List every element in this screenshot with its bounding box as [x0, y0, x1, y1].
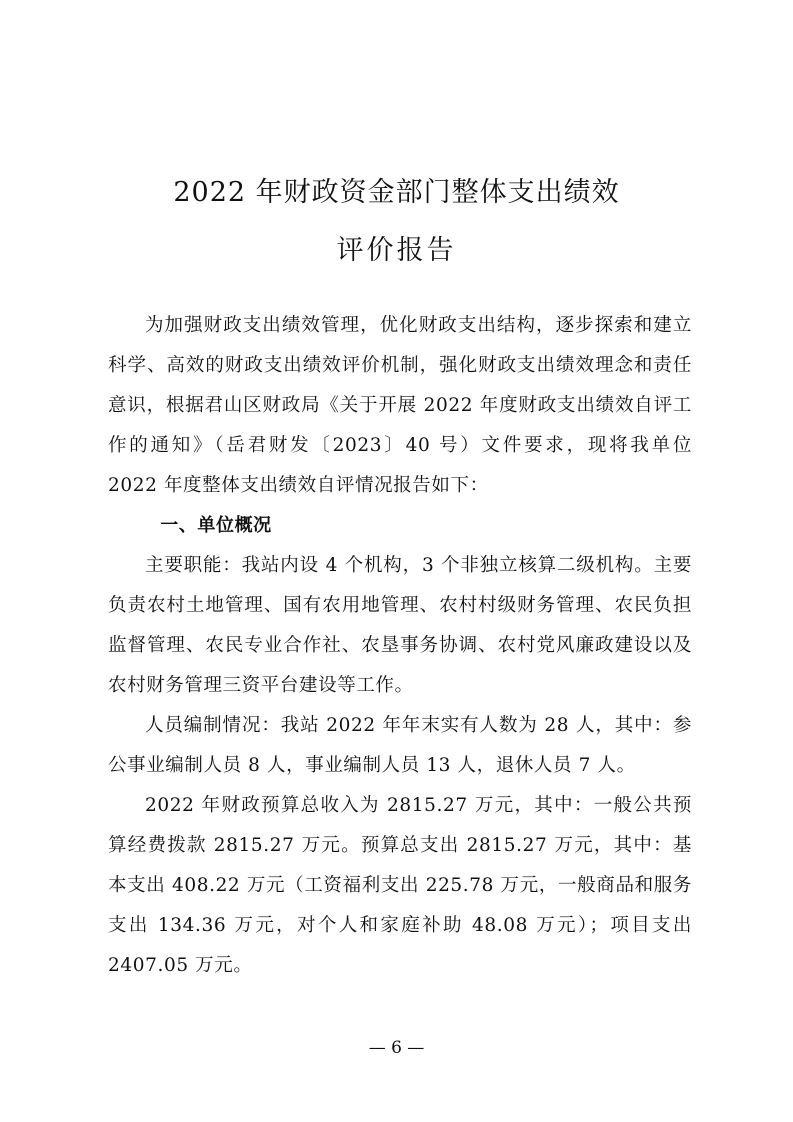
report-body [108, 306, 692, 986]
main-functions-paragraph: 主要职能：我站内设 4 个机构，3 个非独立核算二级机构。主要负责农村土地管理、国有农用地管理、农村村级财务管理、农民负担监督管理、农民专业合作社、农垦事务协调、农村党风廉政建设以及农村财务管理三资平台建设等工作。 [108, 555, 692, 696]
budget-paragraph: 2022 年财政预算总收入为 2815.27 万元，其中：一般公共预算经费拨款 2815.27 万元。预算总支出 2815.27 万元，其中：基本支出 408.22 万元（工资福利支出 225.78 万元，一般商品和服务支出 134.36 万元，对个人和家庭补助 48.08 万元）；项目支出 2407.05 万元。 [108, 795, 692, 976]
intro-paragraph: 为加强财政支出绩效管理，优化财政支出结构，逐步探索和建立科学、高效的财政支出绩效评价机制，强化财政支出绩效理念和责任意识，根据君山区财政局《关于开展 2022 年度财政支出绩效自评工作的通知》（岳君财发〔2023〕40 号）文件要求，现将我单位 2022 年度整体支出绩效自评情况报告如下： [108, 315, 692, 496]
page-number: — 6 — [368, 1038, 425, 1058]
staffing-paragraph: 人员编制情况：我站 2022 年年末实有人数为 28 人，其中：参公事业编制人员 8 人，事业编制人员 13 人，退休人员 7 人。 [108, 715, 692, 776]
report-title-line-2: 评价报告 [336, 235, 457, 266]
report-title-line-1: 2022 年财政资金部门整体支出绩效 [173, 177, 620, 208]
section-heading-unit-overview: 一、单位概况 [160, 515, 272, 536]
